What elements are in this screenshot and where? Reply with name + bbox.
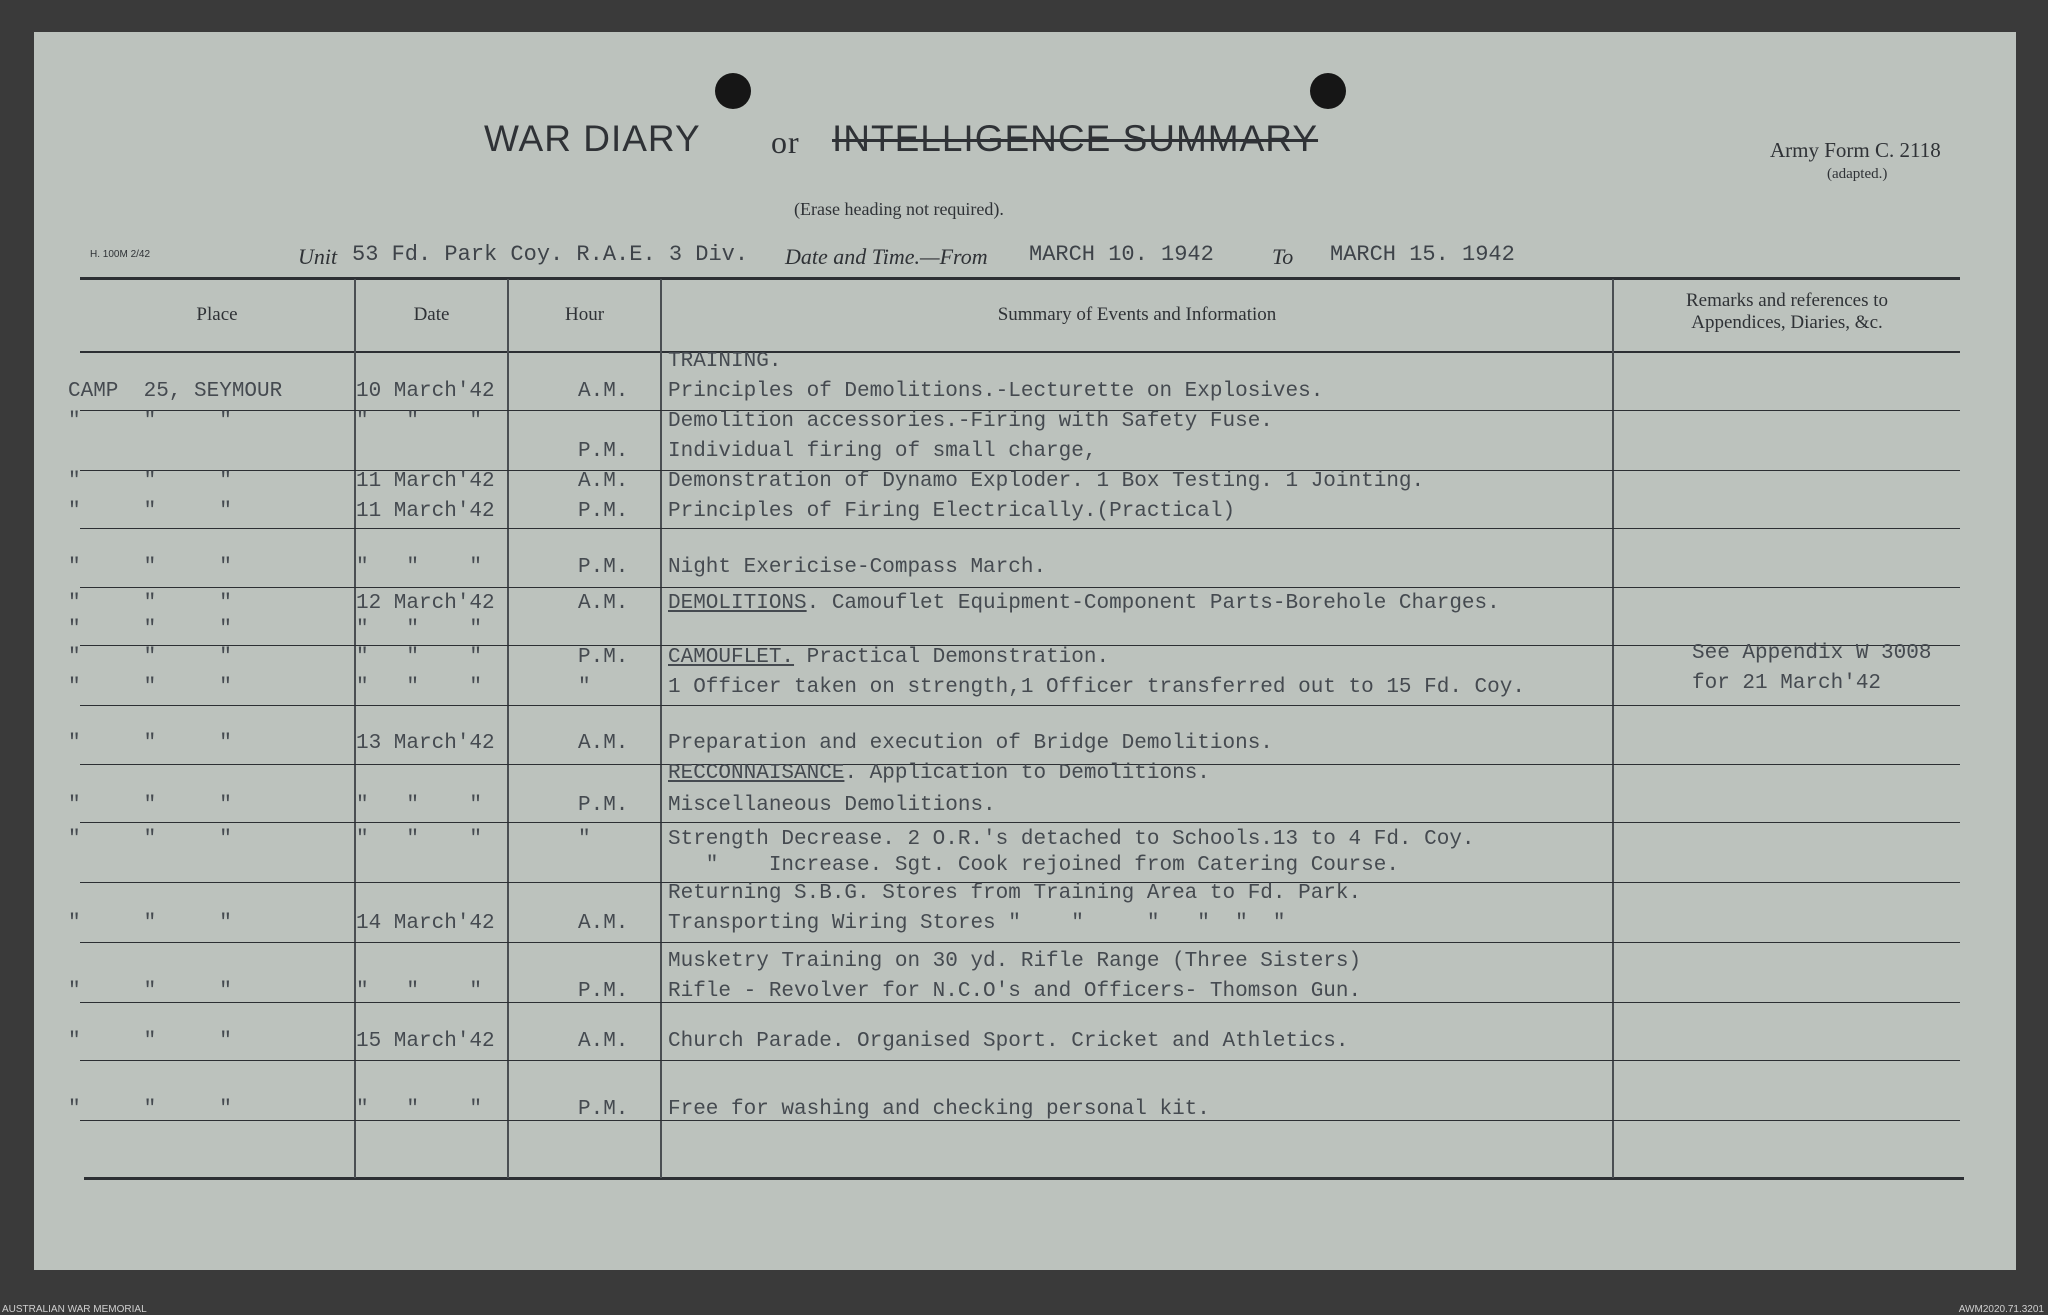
date-cell: " " ": [356, 618, 483, 641]
summary-heading: RECCONNAISANCE: [668, 762, 845, 785]
summary-cell: [668, 950, 1361, 973]
hour-cell: A.M.: [578, 592, 629, 615]
hour-cell: ": [578, 828, 591, 851]
summary-cell: [668, 732, 1273, 755]
summary-text: Returning S.B.G. Stores from Training Area to Fd. Park.: [668, 882, 1362, 905]
summary-cell: [668, 854, 1399, 877]
row-rule: [80, 587, 1960, 588]
place-cell: " " ": [68, 676, 232, 699]
summary-cell: [668, 762, 1210, 785]
date-cell: 14 March'42: [356, 912, 495, 935]
place-cell: " " ": [68, 1098, 232, 1121]
summary-text: Church Parade. Organised Sport. Cricket and Athletics.: [668, 1030, 1349, 1053]
footer-credit: AUSTRALIAN WAR MEMORIAL: [2, 1304, 147, 1315]
date-cell: 11 March'42: [356, 470, 495, 493]
summary-text: . Camouflet Equipment-Component Parts-Borehole Charges.: [806, 592, 1500, 615]
header-bottom-rule: [80, 351, 1960, 353]
summary-cell: [668, 500, 1235, 523]
summary-text: Individual firing of small charge,: [668, 440, 1097, 463]
place-cell: CAMP 25, SEYMOUR: [68, 380, 283, 403]
summary-cell: [668, 882, 1361, 905]
date-cell: " " ": [356, 828, 483, 851]
title-or: or: [771, 124, 800, 160]
summary-cell: [668, 410, 1273, 433]
summary-text: " Increase. Sgt. Cook rejoined from Catering Course.: [668, 854, 1399, 877]
date-cell: 15 March'42: [356, 1030, 495, 1053]
row-rule: [80, 705, 1960, 706]
summary-cell: [668, 794, 996, 817]
date-time-label: Date and Time.—From: [785, 244, 988, 269]
hour-cell: A.M.: [578, 470, 629, 493]
place-cell: " " ": [68, 732, 232, 755]
hour-cell: A.M.: [578, 1030, 629, 1053]
place-cell: " " ": [68, 646, 232, 669]
remarks-cell: for 21 March'42: [1692, 672, 1882, 695]
date-cell: 12 March'42: [356, 592, 495, 615]
summary-text: Principles of Demolitions.-Lecturette on Explosives.: [668, 380, 1324, 403]
column-header-hour: Hour: [564, 304, 605, 325]
column-header-summary: Summary of Events and Information: [997, 304, 1277, 325]
summary-cell: [668, 350, 781, 373]
summary-cell: [668, 470, 1424, 493]
army-form-number: Army Form C. 2118: [1770, 138, 1941, 162]
summary-text: Demonstration of Dynamo Exploder. 1 Box Testing. 1 Jointing.: [668, 470, 1425, 493]
to-label: To: [1272, 244, 1294, 269]
summary-text: Night Exericise-Compass March.: [668, 556, 1047, 579]
hour-cell: P.M.: [578, 980, 629, 1003]
form-code: H. 100M 2/42: [90, 249, 151, 260]
date-cell: " " ": [356, 794, 483, 817]
place-cell: " " ": [68, 470, 232, 493]
summary-text: Practical Demonstration.: [794, 646, 1110, 669]
remarks-cell: See Appendix W 3008: [1692, 642, 1932, 665]
hour-cell: P.M.: [578, 794, 629, 817]
summary-text: Principles of Firing Electrically.(Practical): [668, 500, 1236, 523]
row-rule: [80, 1060, 1960, 1061]
table-bottom-rule: [84, 1177, 1964, 1180]
hour-cell: P.M.: [578, 556, 629, 579]
adapted-note: (adapted.): [1827, 166, 1888, 182]
summary-heading: CAMOUFLET.: [668, 646, 795, 669]
punch-hole: [715, 73, 751, 109]
erase-note: (Erase heading not required).: [794, 199, 1004, 219]
summary-text: 1 Officer taken on strength,1 Officer transferred out to 15 Fd. Coy.: [668, 676, 1525, 699]
hour-cell: P.M.: [578, 440, 629, 463]
summary-cell: [668, 380, 1323, 403]
summary-text: Preparation and execution of Bridge Demolitions.: [668, 732, 1273, 755]
date-from: MARCH 10. 1942: [1029, 242, 1214, 267]
column-header-place: Place: [196, 304, 238, 325]
hour-cell: P.M.: [578, 646, 629, 669]
summary-cell: [668, 646, 1109, 669]
summary-text: TRAINING.: [668, 350, 782, 373]
place-cell: " " ": [68, 828, 232, 851]
date-cell: " " ": [356, 980, 483, 1003]
place-cell: " " ": [68, 500, 232, 523]
row-rule: [80, 942, 1960, 943]
place-cell: " " ": [68, 794, 232, 817]
column-header-remarks: [1614, 290, 1960, 334]
title-struck-summary: INTELLIGENCE SUMMARY: [832, 118, 1319, 159]
summary-text: Rifle - Revolver for N.C.O's and Officers- Thomson Gun.: [668, 980, 1362, 1003]
column-divider: [1612, 279, 1614, 1178]
summary-text: Strength Decrease. 2 O.R.'s detached to Schools.13 to 4 Fd. Coy.: [668, 828, 1475, 851]
footer-accession-number: AWM2020.71.3201: [1958, 1304, 2044, 1315]
date-cell: " " ": [356, 676, 483, 699]
punch-hole: [1310, 73, 1346, 109]
place-cell: " " ": [68, 410, 232, 433]
date-cell: " " ": [356, 1098, 483, 1121]
hour-cell: P.M.: [578, 1098, 629, 1121]
summary-cell: [668, 980, 1361, 1003]
date-to: MARCH 15. 1942: [1330, 242, 1515, 267]
date-cell: 10 March'42: [356, 380, 495, 403]
summary-cell: [668, 912, 1286, 935]
hour-cell: A.M.: [578, 380, 629, 403]
hour-cell: A.M.: [578, 732, 629, 755]
summary-cell: [668, 828, 1475, 851]
date-cell: " " ": [356, 410, 483, 433]
place-cell: " " ": [68, 556, 232, 579]
column-header-date: Date: [413, 304, 450, 325]
place-cell: " " ": [68, 1030, 232, 1053]
place-cell: " " ": [68, 618, 232, 641]
summary-text: . Application to Demolitions.: [844, 762, 1210, 785]
row-rule: [80, 822, 1960, 823]
summary-cell: [668, 556, 1046, 579]
remarks-header-line-1: Remarks and references to: [1685, 290, 1889, 311]
summary-text: Free for washing and checking personal kit.: [668, 1098, 1210, 1121]
date-cell: 11 March'42: [356, 500, 495, 523]
hour-cell: A.M.: [578, 912, 629, 935]
column-divider: [660, 279, 662, 1178]
place-cell: " " ": [68, 980, 232, 1003]
summary-text: Musketry Training on 30 yd. Rifle Range (Three Sisters): [668, 950, 1362, 973]
summary-cell: [668, 440, 1096, 463]
column-divider: [507, 279, 509, 1178]
remarks-header-line-2: Appendices, Diaries, &c.: [1691, 312, 1883, 333]
summary-cell: [668, 1030, 1349, 1053]
summary-text: Transporting Wiring Stores " " " " " ": [668, 912, 1286, 935]
date-cell: " " ": [356, 646, 483, 669]
row-rule: [80, 528, 1960, 529]
place-cell: " " ": [68, 592, 232, 615]
summary-heading: DEMOLITIONS: [668, 592, 807, 615]
title-war-diary: WAR DIARY: [484, 118, 701, 159]
date-cell: 13 March'42: [356, 732, 495, 755]
summary-text: Demolition accessories.-Firing with Safety Fuse.: [668, 410, 1273, 433]
unit-value: 53 Fd. Park Coy. R.A.E. 3 Div.: [352, 242, 749, 267]
hour-cell: P.M.: [578, 500, 629, 523]
unit-label: Unit: [298, 244, 338, 269]
summary-cell: [668, 1098, 1210, 1121]
hour-cell: ": [578, 676, 591, 699]
summary-cell: [668, 676, 1525, 699]
summary-cell: [668, 592, 1500, 615]
table-top-rule: [80, 277, 1960, 280]
date-cell: " " ": [356, 556, 483, 579]
place-cell: " " ": [68, 912, 232, 935]
summary-text: Miscellaneous Demolitions.: [668, 794, 996, 817]
